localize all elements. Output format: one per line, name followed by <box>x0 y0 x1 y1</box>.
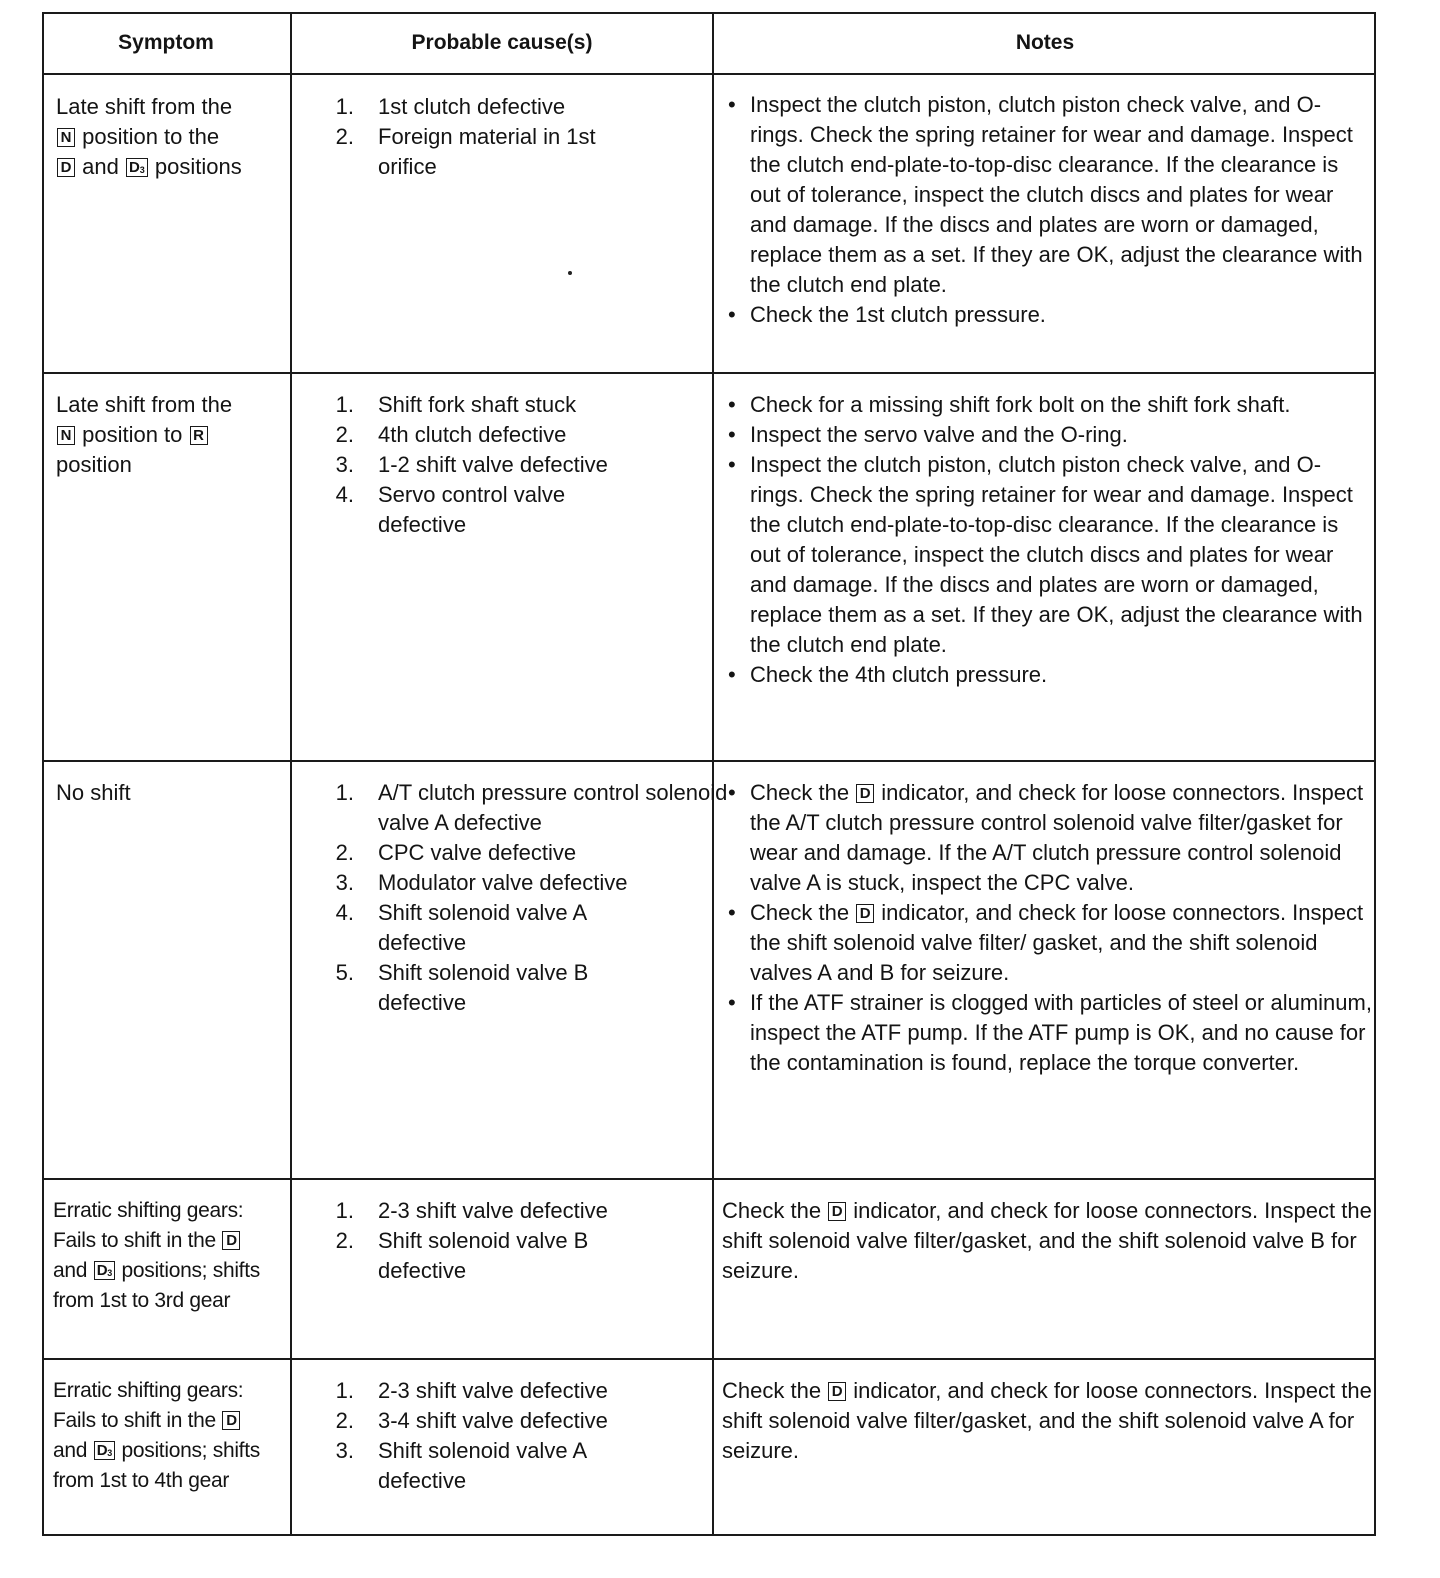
gear-d-key: D <box>856 904 874 923</box>
note-item: • Check the D indicator, and check for loose connectors. Inspect the A/T clutch pressure control solenoid valve filter/gasket for wear and damage. If the A/T clutch pressure control solenoid valve A is stuck, inspect the CPC valve. <box>724 778 1374 898</box>
notes-cell <box>724 778 1374 1078</box>
gear-d3-key: $D_3$ <box>94 1441 115 1460</box>
symptom-text: position to the <box>76 124 220 149</box>
symptom-cell: Erratic shifting gears: Fails to shift in the D and $D_3$ positions; shifts from 1st to 4th gear <box>53 1379 260 1492</box>
symptom-text: Late shift from the <box>56 392 233 417</box>
symptom-text: Late shift from the <box>56 94 233 119</box>
cause-item: 2. 4th clutch defective <box>335 422 567 447</box>
cause-cell <box>332 390 728 540</box>
symptom-cell: Erratic shifting gears: Fails to shift in the D and $D_3$ positions; shifts from 1st to 3rd gear <box>53 1199 260 1312</box>
note-item: • Inspect the clutch piston, clutch piston check valve, and O-rings. Check the spring retainer for wear and damage. Inspect the clutch end-plate-to-top-disc clearance. If the clearance is out of tolerance, inspect the clutch discs and plates for wear and damage. If the discs and plates are worn or damaged, replace them as a set. If they are OK, adjust the clearance with the clutch end plate. <box>724 450 1374 660</box>
notes-cell: Check the D indicator, and check for loose connectors. Inspect the shift solenoid valve filter/gasket, and the shift solenoid valve A for seizure. <box>722 1378 1372 1463</box>
gear-d-key: D <box>828 1382 846 1401</box>
header-cause: Probable cause(s) <box>411 31 593 54</box>
cause-cell <box>332 92 728 182</box>
row-divider <box>42 1178 1376 1180</box>
cause-item: 2. 3-4 shift valve defective <box>335 1408 608 1433</box>
cause-item: 2. Shift solenoid valve B defective <box>335 1228 589 1283</box>
symptom-text: position <box>56 452 132 477</box>
header-notes: Notes <box>1015 31 1075 54</box>
cause-item: 1. Shift fork shaft stuck <box>335 392 577 417</box>
notes-cell: Check the D indicator, and check for loose connectors. Inspect the shift solenoid valve filter/gasket, and the shift solenoid valve B for seizure. <box>722 1198 1372 1283</box>
note-item: • Check the 1st clutch pressure. <box>724 300 1374 330</box>
gear-n-key: N <box>57 128 75 147</box>
cause-item: 3. Shift solenoid valve A defective <box>335 1438 586 1493</box>
cause-item: 4. Shift solenoid valve A defective <box>335 900 586 955</box>
symptom-text: positions <box>148 154 242 179</box>
cause-item: 5. Shift solenoid valve B defective <box>335 960 589 1015</box>
note-item: • If the ATF strainer is clogged with particles of steel or aluminum, inspect the ATF pump. If the ATF pump is OK, and no cause for the contamination is found, replace the torque converter. <box>724 988 1374 1078</box>
column-divider <box>290 12 292 1536</box>
gear-d-key: D <box>222 1231 240 1250</box>
gear-n-key: N <box>57 426 75 445</box>
cause-item: 4. Servo control valve defective <box>335 482 566 537</box>
cause-item: 1. 1st clutch defective <box>335 94 566 119</box>
note-item: • Check for a missing shift fork bolt on the shift fork shaft. <box>724 390 1374 420</box>
cause-item: 1. 2-3 shift valve defective <box>335 1378 608 1403</box>
cause-item: 3. 1-2 shift valve defective <box>335 452 608 477</box>
note-item: • Check the 4th clutch pressure. <box>724 660 1374 690</box>
gear-d-key: D <box>57 158 75 177</box>
header-symptom: Symptom <box>118 31 214 54</box>
gear-r-key: R <box>190 426 208 445</box>
gear-d-key: D <box>856 784 874 803</box>
row-divider <box>42 1358 1376 1360</box>
symptom-cell <box>56 92 282 182</box>
note-item: • Inspect the servo valve and the O-ring. <box>724 420 1374 450</box>
symptom-cell: No shift <box>56 780 131 805</box>
row-divider <box>42 372 1376 374</box>
stray-mark <box>568 271 572 275</box>
cause-item: 3. Modulator valve defective <box>335 870 628 895</box>
notes-cell <box>724 390 1374 690</box>
gear-d3-key: $D_3$ <box>94 1261 115 1280</box>
gear-d3-key: $D_3$ <box>126 158 148 177</box>
cause-item: 2. Foreign material in 1st orifice <box>335 124 596 179</box>
cause-item: 1. A/T clutch pressure control solenoid valve A defective <box>335 780 728 835</box>
column-divider <box>712 12 714 1536</box>
symptom-text: position to <box>76 422 189 447</box>
notes-cell <box>724 90 1374 330</box>
gear-d-key: D <box>828 1202 846 1221</box>
cause-cell <box>332 1376 728 1496</box>
row-divider <box>42 760 1376 762</box>
note-item: • Inspect the clutch piston, clutch piston check valve, and O-rings. Check the spring retainer for wear and damage. Inspect the clutch end-plate-to-top-disc clearance. If the clearance is out of tolerance, inspect the clutch discs and plates for wear and damage. If the discs and plates are worn or damaged, replace them as a set. If they are OK, adjust the clearance with the clutch end plate. <box>724 90 1374 300</box>
symptom-text: and <box>76 154 125 179</box>
gear-d-key: D <box>222 1411 240 1430</box>
cause-cell <box>332 778 728 1018</box>
symptom-cell <box>56 390 282 480</box>
note-item: • Check the D indicator, and check for loose connectors. Inspect the shift solenoid valve filter/ gasket, and the shift solenoid valves A and B for seizure. <box>724 898 1374 988</box>
troubleshooting-table <box>42 12 1376 1536</box>
cause-item: 1. 2-3 shift valve defective <box>335 1198 608 1223</box>
cause-cell <box>332 1196 728 1286</box>
cause-item: 2. CPC valve defective <box>335 840 577 865</box>
